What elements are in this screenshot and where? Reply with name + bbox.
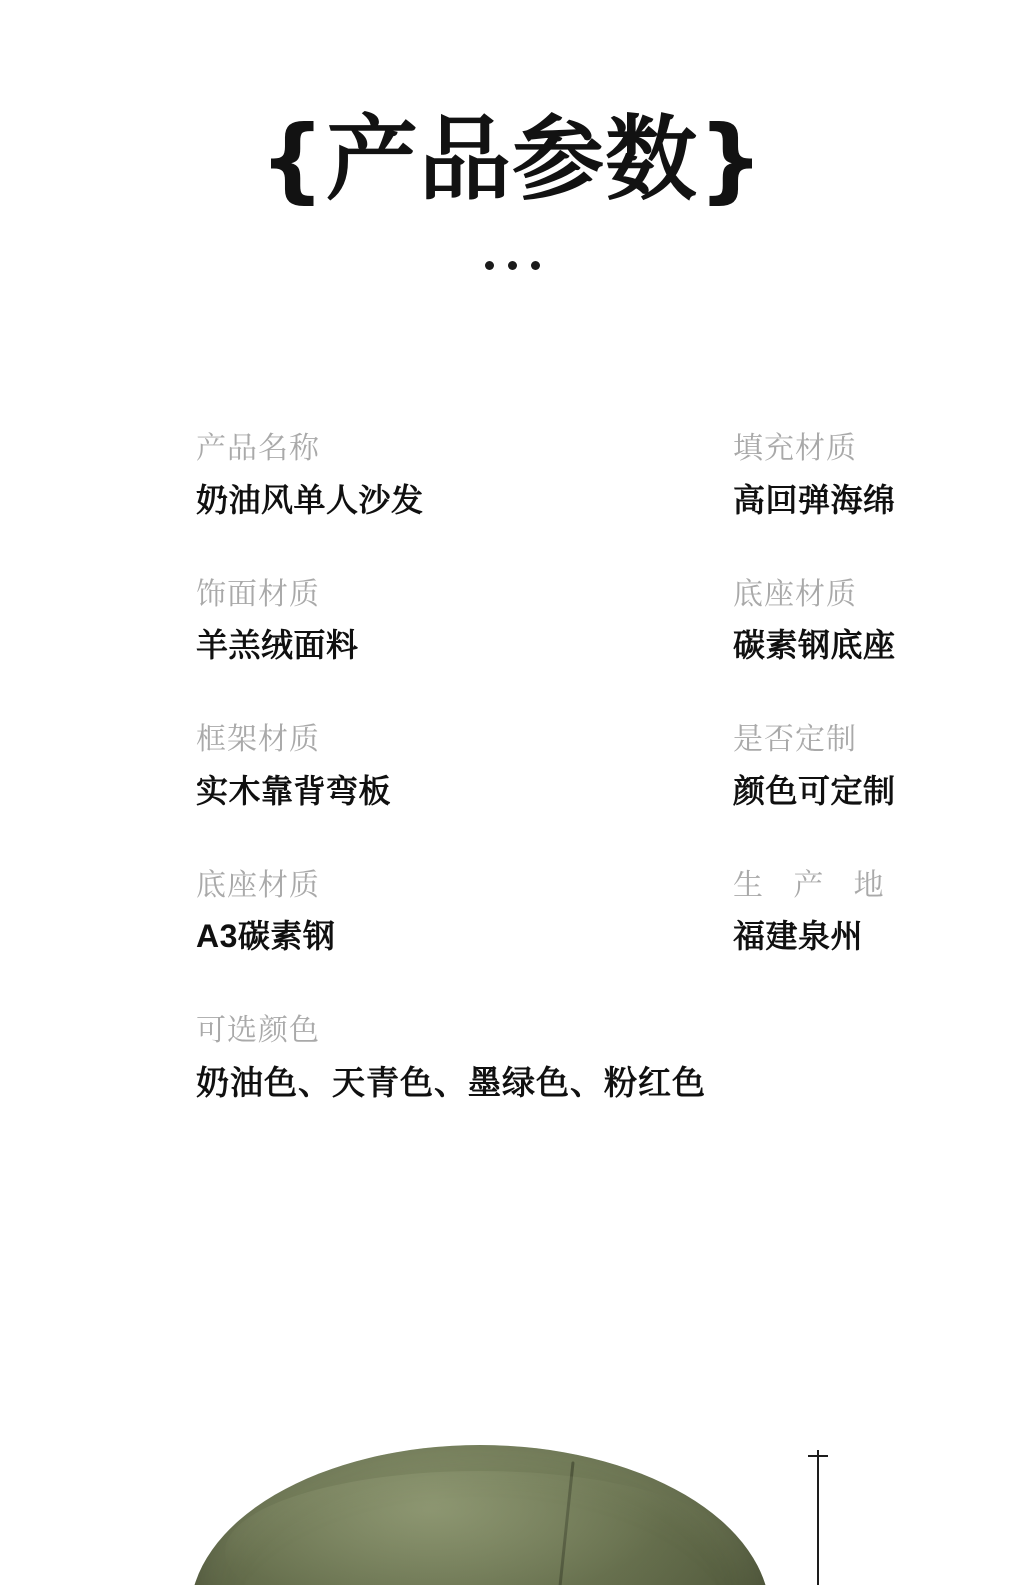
spec-item-product-name <box>196 430 515 520</box>
spec-row-colors <box>196 1012 834 1103</box>
product-photo <box>0 1430 1024 1585</box>
spec-label: 填充材质 <box>733 432 857 465</box>
spec-label: 产品名称 <box>196 432 320 465</box>
spec-value: 奶油风单人沙发 <box>196 481 424 518</box>
spec-item-customizable <box>515 721 896 811</box>
spec-row <box>196 721 896 811</box>
spec-value: 碳素钢底座 <box>733 627 896 663</box>
spec-label: 可选颜色 <box>196 1014 320 1047</box>
spec-item-available-colors <box>196 1012 834 1103</box>
spec-value: 福建泉州 <box>733 918 864 954</box>
spec-value: 羊羔绒面料 <box>196 627 359 663</box>
title-block <box>0 0 1024 270</box>
spec-row <box>196 430 896 520</box>
spec-item-origin <box>515 867 895 957</box>
sofa-seam <box>551 1461 575 1585</box>
spec-value: 奶油色、天青色、墨绿色、粉红色 <box>196 1063 706 1101</box>
spec-item-surface-material <box>196 576 515 666</box>
page-title: {产品参数} <box>259 106 765 213</box>
spec-list <box>0 430 1024 1159</box>
spec-item-base-material-2 <box>196 867 515 957</box>
spec-value: 高回弹海绵 <box>733 481 896 518</box>
spec-item-base-material <box>515 576 896 666</box>
spec-value: 颜色可定制 <box>733 772 896 809</box>
spec-value: 实木靠背弯板 <box>196 772 392 809</box>
divider-dot <box>508 261 517 270</box>
spec-label: 生 产 地 <box>733 868 895 902</box>
spec-label: 饰面材质 <box>196 577 320 611</box>
spec-item-filling-material <box>515 430 896 520</box>
divider-dot <box>485 261 494 270</box>
measure-line <box>817 1450 819 1585</box>
spec-label: 是否定制 <box>733 723 857 756</box>
divider-dot <box>531 261 540 270</box>
spec-value: A3碳素钢 <box>196 918 336 954</box>
sofa-image <box>190 1445 770 1585</box>
spec-label: 底座材质 <box>196 868 320 902</box>
spec-row <box>196 867 895 957</box>
spec-label: 框架材质 <box>196 723 320 756</box>
spec-row <box>196 576 896 666</box>
spec-label: 底座材质 <box>733 577 857 611</box>
dots-divider <box>0 261 1024 270</box>
spec-item-frame-material <box>196 721 515 811</box>
